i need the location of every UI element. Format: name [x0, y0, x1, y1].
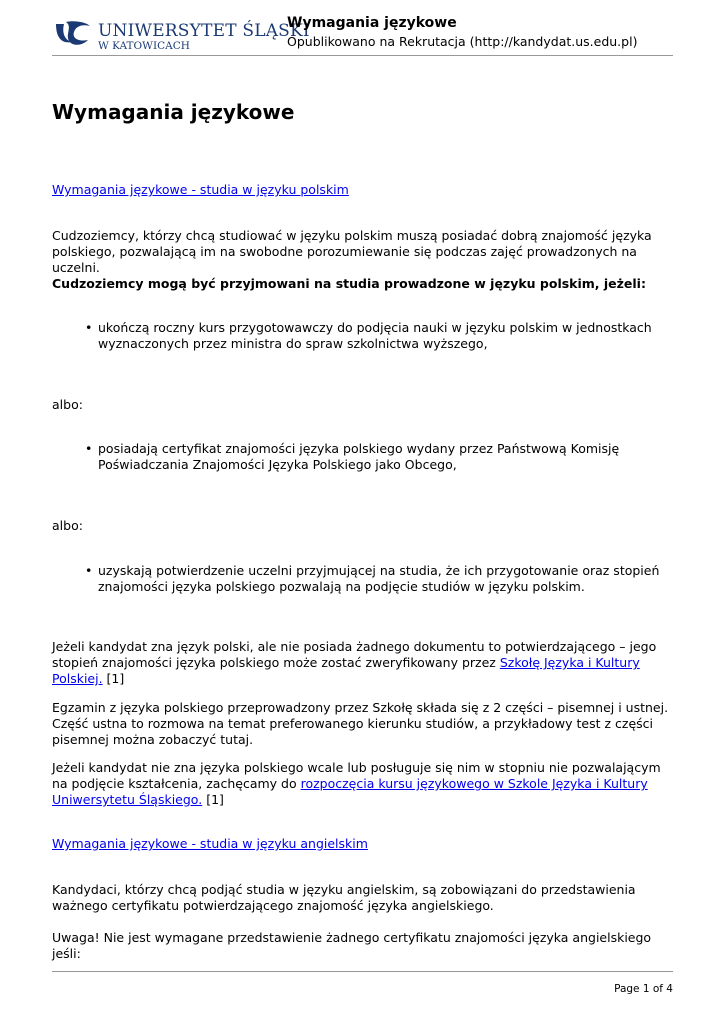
logo-name-line2: W KATOWICACH	[98, 40, 190, 52]
verification-text: Jeżeli kandydat zna język polski, ale nie posiada żadnego dokumentu to potwierdzającego – jego stopień znajomości języka polskiego może zostać zweryfikowany przez	[52, 639, 657, 670]
page-number: Page 1 of 4	[614, 983, 673, 995]
footnote-ref: [1]	[202, 792, 224, 807]
header-title: Wymagania językowe	[287, 15, 457, 31]
note-paragraph: Uwaga! Nie jest wymagane przedstawienie żadnego certyfikatu znajomości języka angielskiego jeśli:	[52, 930, 652, 961]
university-emblem-icon	[52, 18, 92, 48]
link-english-studies[interactable]: Wymagania językowe - studia w języku angielskim	[52, 836, 368, 851]
bullet-icon: •	[85, 563, 93, 578]
course-text: Jeżeli kandydat nie zna języka polskiego wcale lub posługuje się nim w stopniu nie pozwalającym na podjęcie kształcenia, zachęcamy do	[52, 760, 661, 791]
header-source: Opublikowano na Rekrutacja (http://kandydat.us.edu.pl)	[287, 34, 638, 49]
list-item	[85, 320, 673, 352]
link-language-school[interactable]: Szkołę Języka i Kultury Polskiej.	[52, 655, 640, 686]
header-divider	[52, 55, 673, 56]
verification-paragraph	[52, 639, 673, 687]
list-item-text: uzyskają potwierdzenie uczelni przyjmującej na studia, że ich przygotowanie oraz stopień znajomości języka polskiego pozwalają na podjęcie studiów w języku polskim.	[98, 563, 660, 594]
footnote-ref: [1]	[102, 671, 125, 686]
link-polish-studies[interactable]: Wymagania językowe - studia w języku polskim	[52, 182, 349, 197]
page-header	[52, 12, 673, 55]
footer-divider	[52, 971, 673, 972]
albo-text: albo:	[52, 518, 83, 533]
course-paragraph	[52, 760, 673, 808]
list-item	[85, 563, 673, 595]
list-item	[85, 441, 673, 473]
intro-paragraph: Cudzoziemcy, którzy chcą studiować w języku polskim muszą posiadać dobrą znajomość języka polskiego, pozwalającą im na swobodne porozumiewanie się podczas zajęć prowadzonych na uczelni.	[52, 228, 652, 275]
logo-name-line1: UNIWERSYTET ŚLĄSKI	[98, 21, 310, 41]
page-title: Wymagania językowe	[52, 100, 295, 124]
english-paragraph: Kandydaci, którzy chcą podjąć studia w języku angielskim, są zobowiązani do przedstawienia ważnego certyfikatu potwierdzającego znajomość języka angielskiego.	[52, 882, 636, 913]
conditions-heading: Cudzoziemcy mogą być przyjmowani na studia prowadzone w języku polskim, jeżeli:	[52, 276, 646, 291]
albo-text: albo:	[52, 397, 83, 412]
link-language-course[interactable]: rozpoczęcia kursu językowego w Szkole Języka i Kultury Uniwersytetu Śląskiego.	[52, 776, 648, 807]
university-logo[interactable]	[52, 18, 310, 52]
exam-paragraph: Egzamin z języka polskiego przeprowadzony przez Szkołę składa się z 2 części – pisemnej i ustnej. Część ustna to rozmowa na temat preferowanego kierunku studiów, a przykładowy test z części pisemnej można zobaczyć tutaj.	[52, 700, 669, 747]
list-item-text: posiadają certyfikat znajomości języka polskiego wydany przez Państwową Komisję Poświadczania Znajomości Języka Polskiego jako Obcego,	[98, 441, 620, 472]
bullet-icon: •	[85, 441, 93, 456]
list-item-text: ukończą roczny kurs przygotowawczy do podjęcia nauki w języku polskim w jednostkach wyznaczonych przez ministra do spraw szkolnictwa wyższego,	[98, 320, 652, 351]
bullet-icon: •	[85, 320, 93, 335]
